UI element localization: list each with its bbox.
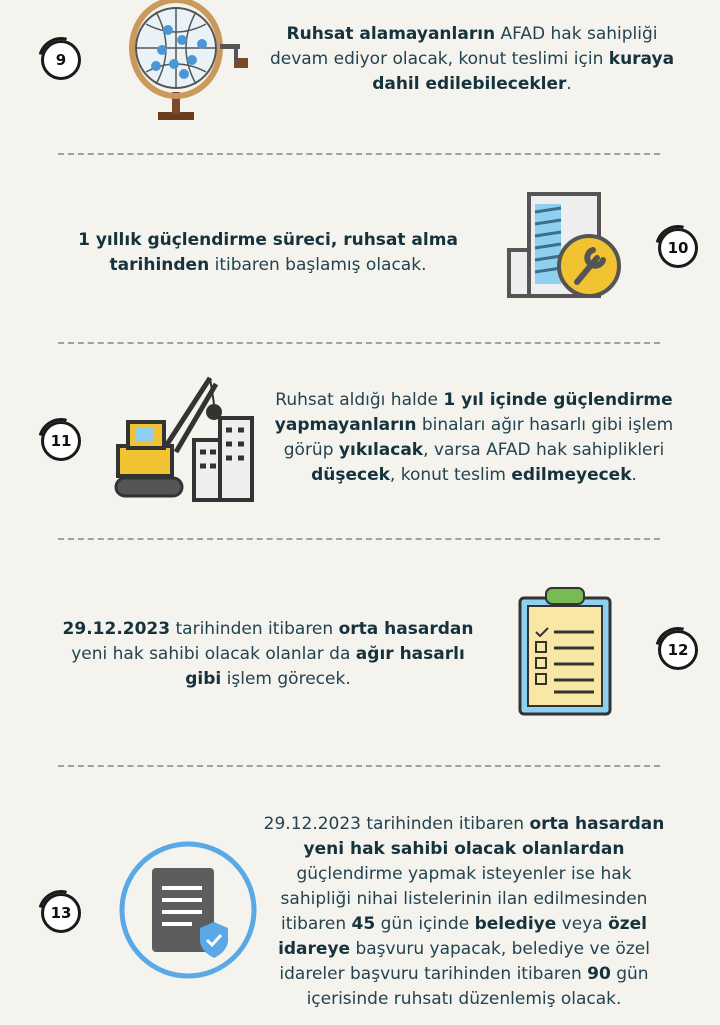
emphasis-text: özel idareye (278, 914, 648, 959)
body-text: . (631, 465, 637, 485)
step-text-12 (62, 617, 474, 692)
emphasis-text: orta hasardan (338, 619, 474, 639)
section-divider (58, 538, 660, 540)
body-text: veya (556, 914, 609, 934)
emphasis-text: Ruhsat alamayanların (286, 24, 496, 44)
body-text: gün içinde (375, 914, 475, 934)
body-text: yeni hak sahibi olacak olanlar da (71, 644, 356, 664)
emphasis-text: 1 yıllık güçlendirme süreci, ruhsat alma tarihinden (78, 230, 458, 275)
body-text: tarihinden itibaren (170, 619, 339, 639)
emphasis-text: edilmeyecek (511, 465, 632, 485)
checklist-clipboard-icon (516, 584, 614, 718)
body-text: itibaren başlamış olacak. (209, 255, 427, 275)
emphasis-text: düşecek (311, 465, 390, 485)
approved-document-icon (118, 840, 258, 980)
section-divider (58, 153, 660, 155)
step-number-13: 13 (41, 893, 81, 933)
section-divider (58, 765, 660, 767)
step-text-11 (272, 388, 676, 488)
step-number-12: 12 (658, 630, 698, 670)
body-text: binaları ağır hasarlı gibi işlem görüp (283, 415, 674, 460)
body-text: 29.12.2023 tarihinden itibaren (263, 814, 530, 834)
step-number-9: 9 (41, 40, 81, 80)
step-text-9 (258, 22, 686, 97)
body-text: başvuru yapacak, belediye ve özel idareler başvuru tarihinden itibaren (279, 939, 650, 984)
emphasis-text: kuraya dahil edilebilecekler (372, 49, 675, 94)
emphasis-text: 1 yıl içinde güçlendirme yapmayanların (274, 390, 673, 435)
emphasis-text: belediye (474, 914, 557, 934)
step-text-10 (68, 228, 468, 278)
body-text: işlem görecek. (221, 669, 351, 689)
crane-demolition-icon (110, 372, 260, 504)
emphasis-text: yıkılacak (338, 440, 424, 460)
body-text: gün içerisinde ruhsatı düzenlemiş olacak. (306, 964, 649, 1009)
body-text: AFAD hak sahipliği devam ediyor olacak, konut teslimi için (269, 24, 658, 69)
section-divider (58, 342, 660, 344)
emphasis-text: 45 (351, 914, 376, 934)
step-text-13 (262, 812, 666, 1012)
emphasis-text: ağır hasarlı gibi (185, 644, 465, 689)
body-text: . (566, 74, 572, 94)
emphasis-text: orta hasardan yeni hak sahibi olacak olanlardan (303, 814, 665, 859)
body-text: , konut teslim (389, 465, 512, 485)
emphasis-text: 29.12.2023 (62, 619, 171, 639)
emphasis-text: 90 (587, 964, 611, 984)
step-number-11: 11 (41, 421, 81, 461)
body-text: , varsa AFAD hak sahiplikleri (423, 440, 665, 460)
step-number-10: 10 (658, 228, 698, 268)
body-text: Ruhsat aldığı halde (275, 390, 444, 410)
body-text: güçlendirme yapmak isteyenler ise hak sahipliği nihai listelerinin ilan edilmesinden itibaren (280, 864, 648, 934)
lottery-globe-icon (122, 0, 252, 122)
building-wrench-icon (503, 190, 623, 302)
